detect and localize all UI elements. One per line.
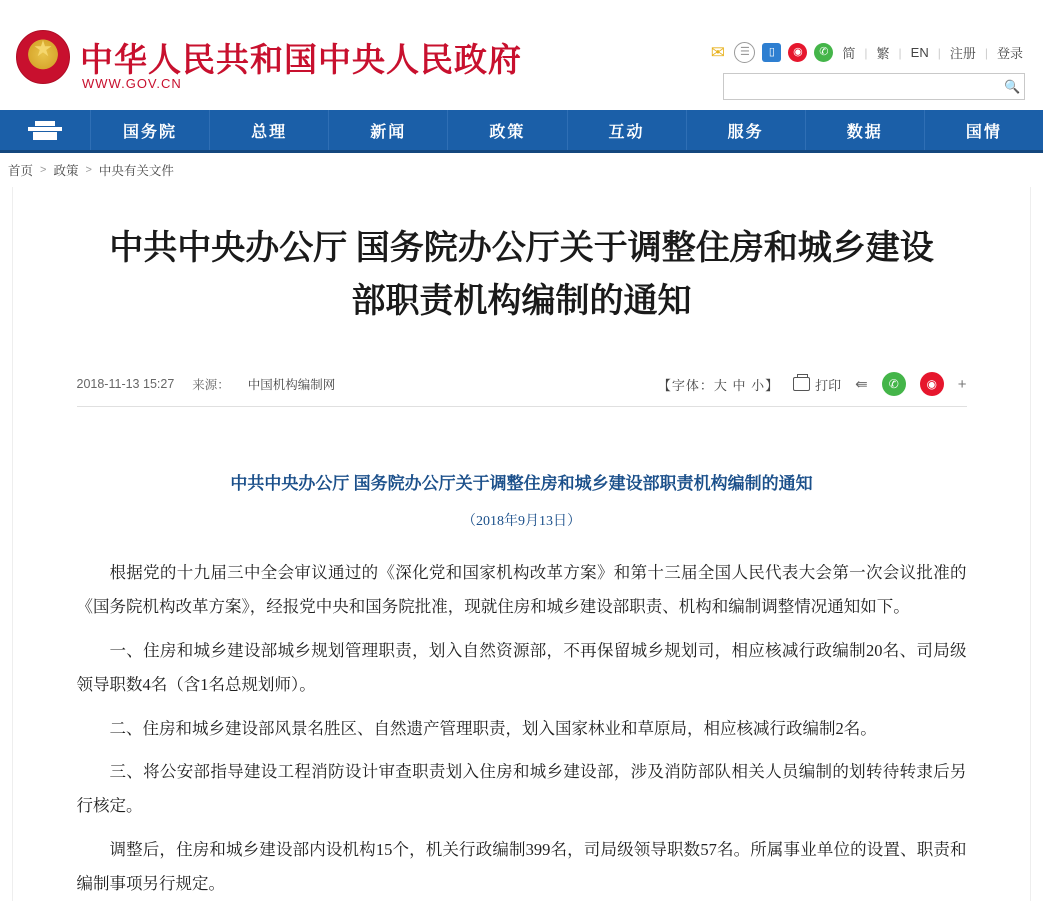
nav-item-xinwen[interactable]: 新闻 [329, 110, 448, 150]
nav-item-shuju[interactable]: 数据 [806, 110, 925, 150]
paragraph: 根据党的十九届三中全会审议通过的《深化党和国家机构改革方案》和第十三届全国人民代表大会第一次会议批准的《国务院机构改革方案》，经报党中央和国务院批准，现就住房和城乡建设部职责、机构和编制调整情况通知如下。 [76, 563, 967, 617]
source-value: 中国机构编制网 [247, 378, 336, 393]
chevron-right-icon: > [85, 164, 92, 176]
gate-icon [25, 120, 65, 140]
content-panel [12, 187, 1031, 901]
message-icon[interactable]: ☰ [734, 42, 755, 63]
plus-icon[interactable]: + [957, 375, 967, 393]
lang-english-link[interactable]: EN [910, 45, 929, 60]
print-button[interactable] [793, 375, 841, 394]
article-meta [77, 362, 967, 407]
font-size-controls[interactable]: 【字体：大 中 小】 [657, 377, 780, 393]
share-icon[interactable]: ⇚ [855, 376, 868, 394]
paragraph: 调整后，住房和城乡建设部内设机构15个，机关行政编制399名，司局级领导职数57名。所属事业单位的设置、职责和编制事项另行规定。 [76, 840, 967, 893]
weibo-icon[interactable]: ◉ [920, 372, 944, 396]
wechat-icon[interactable]: ✆ [814, 43, 833, 62]
nav-item-fuwu[interactable]: 服务 [687, 110, 806, 150]
breadcrumb-item-policy[interactable]: 政策 [53, 164, 79, 178]
site-header [0, 0, 1043, 110]
nav-item-guowuyuan[interactable]: 国务院 [91, 110, 210, 150]
breadcrumb-item-central-docs[interactable]: 中央有关文件 [98, 164, 174, 178]
document-heading: 中共中央办公厅 国务院办公厅关于调整住房和城乡建设部职责机构编制的通知 [230, 474, 813, 494]
nav-home-button[interactable] [0, 110, 91, 150]
mail-icon[interactable]: ✉ [708, 43, 727, 62]
paragraph: 三、将公安部指导建设工程消防设计审查职责划入住房和城乡建设部，涉及消防部队相关人员编制的划转待转隶后另行核定。 [76, 762, 967, 816]
breadcrumb-item-home[interactable]: 首页 [8, 164, 34, 178]
mobile-icon[interactable]: ▯ [762, 43, 781, 62]
divider: | [984, 45, 988, 60]
search-icon[interactable]: 🔍 [998, 75, 1024, 98]
nav-item-guoqing[interactable]: 国情 [965, 123, 1002, 141]
nav-item-zhengce[interactable]: 政策 [448, 110, 567, 150]
divider: | [898, 45, 902, 60]
article-body [77, 556, 967, 900]
article [77, 187, 967, 901]
chevron-right-icon: > [40, 164, 47, 176]
search-box[interactable] [723, 73, 1025, 100]
divider: | [864, 45, 868, 60]
source-label: 来源： [192, 378, 230, 393]
login-link[interactable]: 登录 [996, 46, 1023, 61]
paragraph: 二、住房和城乡建设部风景名胜区、自然遗产管理职责，划入国家林业和草原局，相应核减行政编制2名。 [109, 718, 877, 738]
breadcrumb [0, 153, 1043, 187]
national-emblem-icon [16, 30, 70, 84]
print-label: 打印 [815, 377, 842, 393]
site-title: 中华人民共和国中央人民政府 [80, 43, 522, 79]
search-input[interactable] [724, 75, 998, 98]
divider: | [937, 45, 941, 60]
header-utility-bar [708, 42, 1025, 63]
paragraph: 一、住房和城乡建设部城乡规划管理职责，划入自然资源部，不再保留城乡规划司，相应核减行政编制20名、司局级领导职数4名（含1名总规划师）。 [76, 641, 967, 694]
register-link[interactable]: 注册 [949, 46, 976, 61]
weibo-icon[interactable]: ◉ [788, 43, 807, 62]
lang-simplified-link[interactable]: 简 [842, 46, 856, 61]
wechat-icon[interactable]: ✆ [882, 372, 906, 396]
site-url: WWW.GOV.CN [82, 76, 182, 91]
publish-date: 2018-11-13 15:27 [76, 377, 175, 392]
article-meta-right [658, 372, 967, 396]
lang-traditional-link[interactable]: 繁 [876, 46, 890, 61]
article-meta-left [77, 375, 336, 393]
printer-icon [793, 377, 810, 391]
page-title: 中共中央办公厅 国务院办公厅关于调整住房和城乡建设部职责机构编制的通知 [109, 230, 934, 320]
main-nav [0, 110, 1043, 153]
nav-item-hudong[interactable]: 互动 [568, 110, 687, 150]
nav-item-zongli[interactable]: 总理 [210, 110, 329, 150]
document-date: （2018年9月13日） [462, 514, 581, 530]
